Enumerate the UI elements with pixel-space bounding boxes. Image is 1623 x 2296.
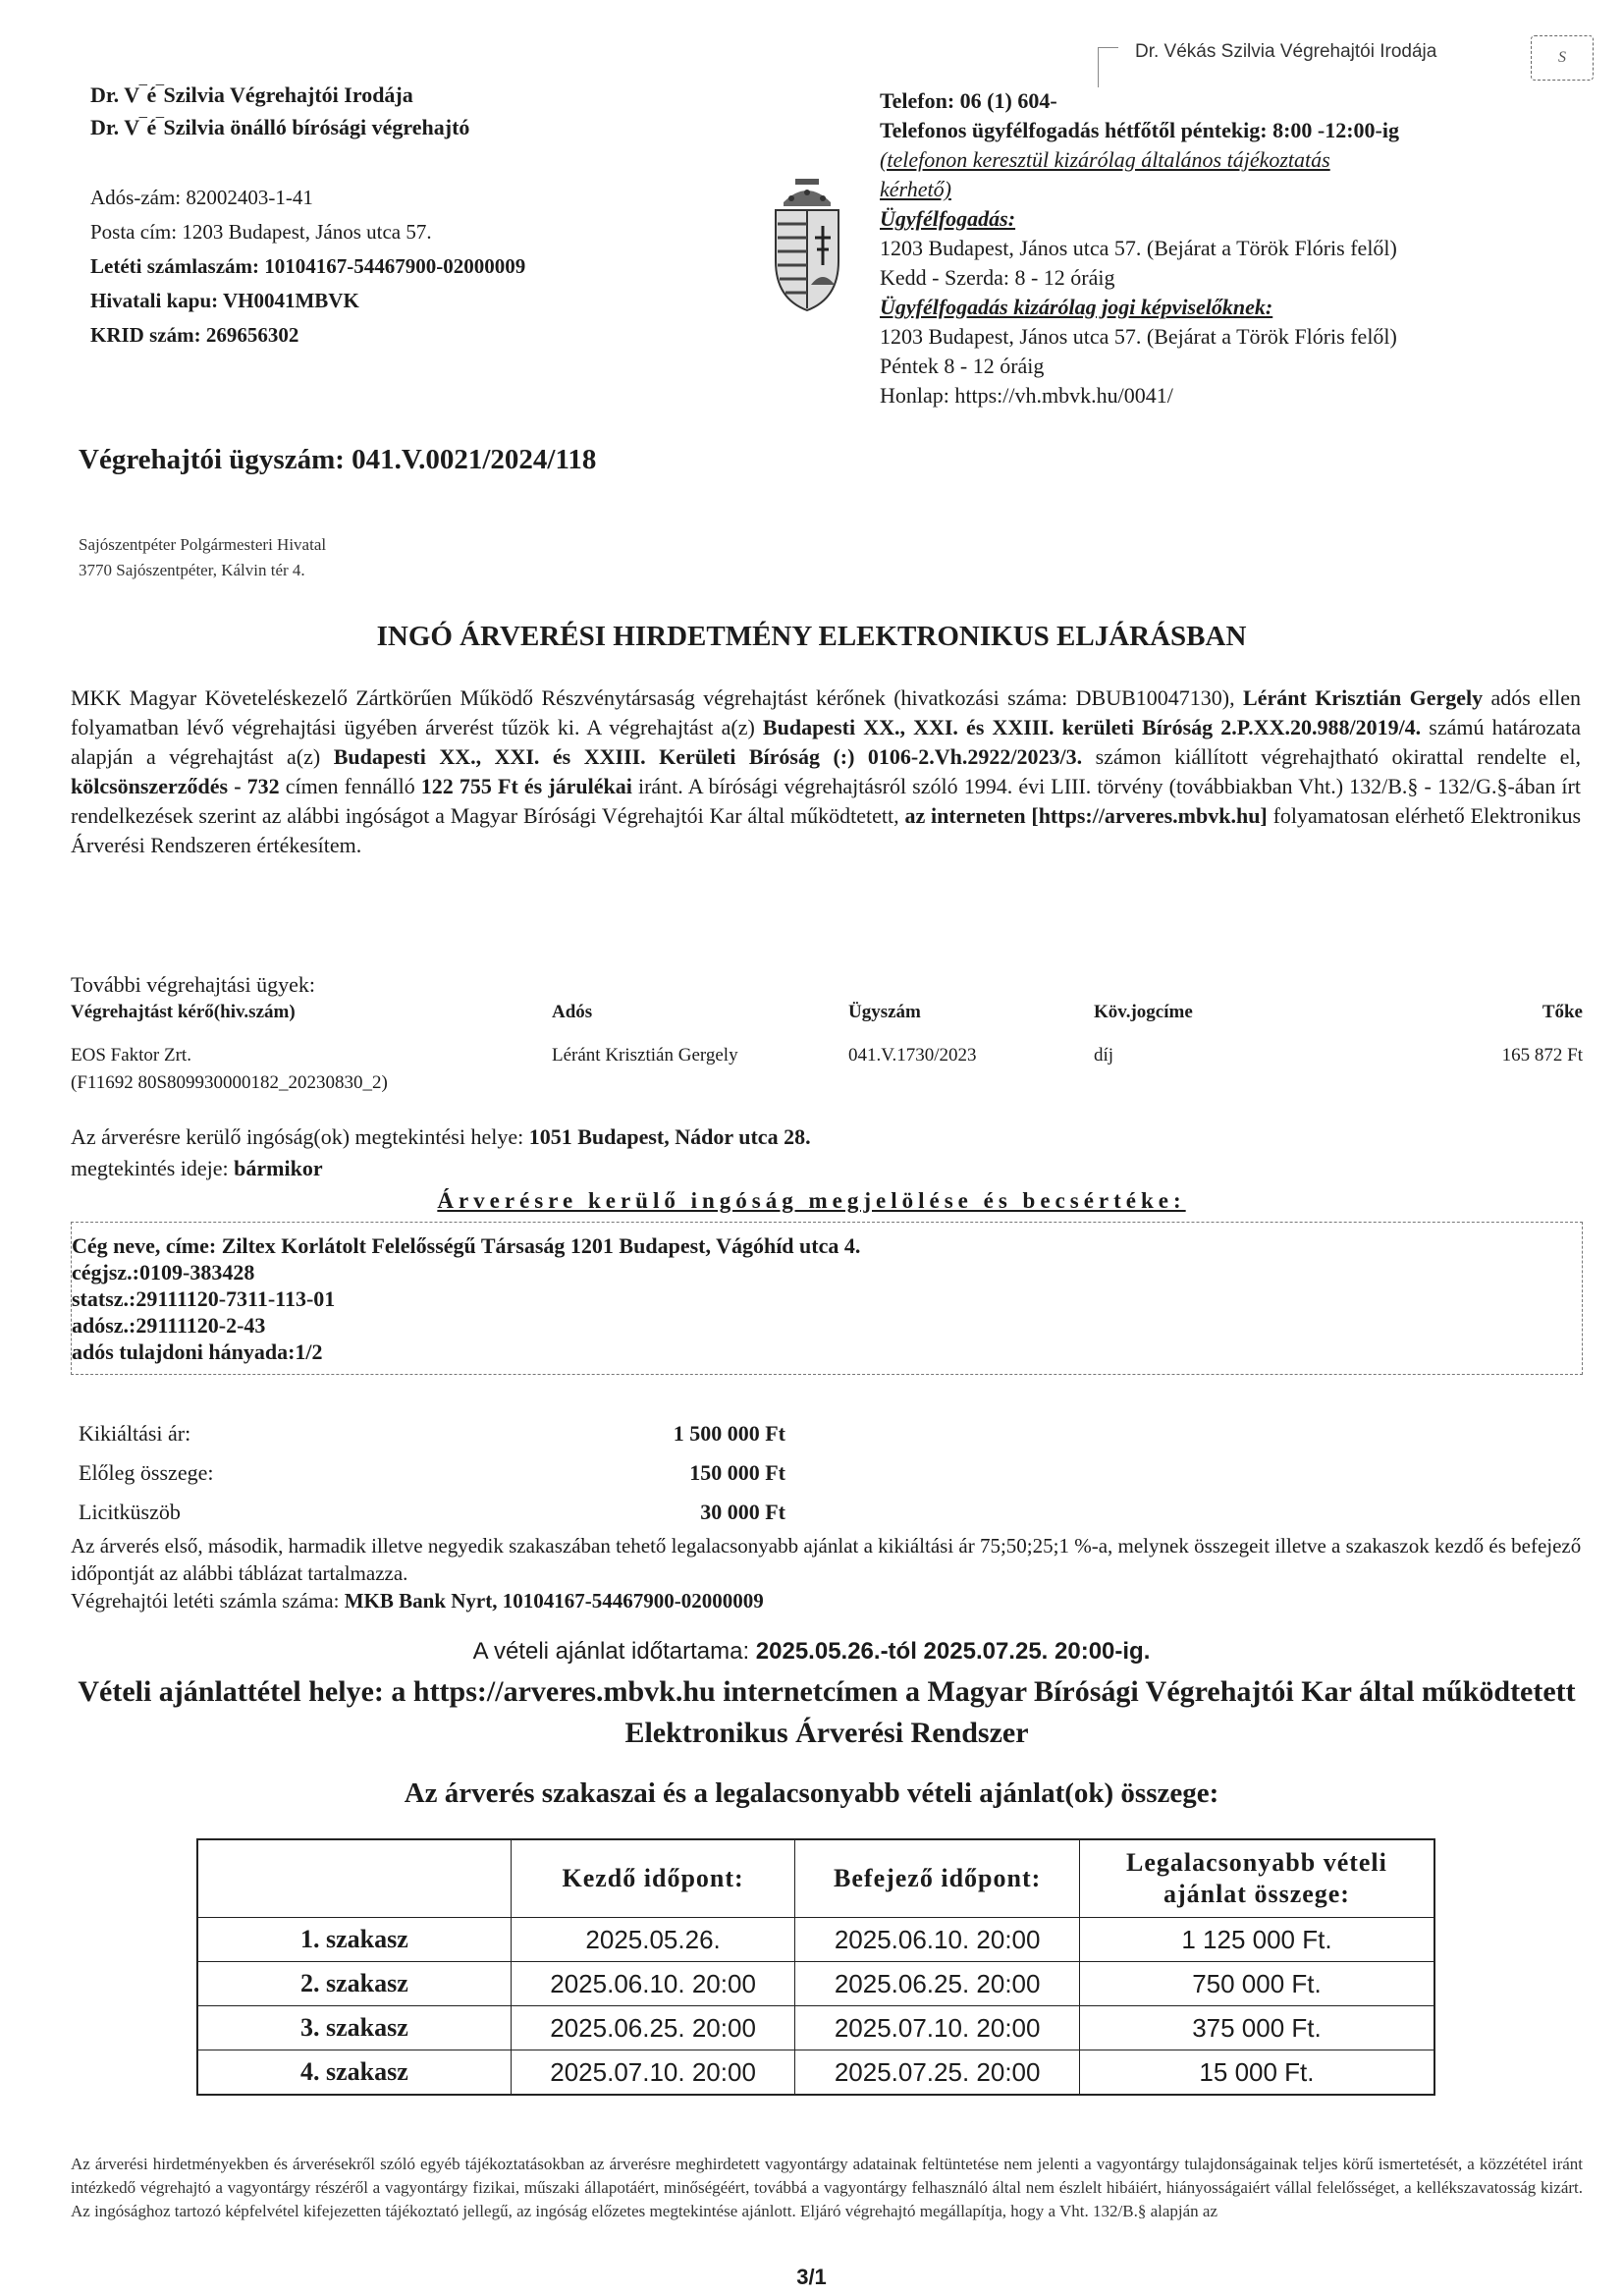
legal-reception-hours: Péntek 8 - 12 óráig (880, 354, 1045, 378)
item-stat-number: statsz.:29111120-7311-113-01 (72, 1286, 336, 1311)
intro-text-2: adós ellen folyamatban lévő végrehajtási ügyében árverést tűzök ki. A végrehajtást a(z) (71, 685, 1582, 739)
inspection-info (71, 1121, 811, 1184)
price-row (79, 1414, 785, 1453)
document-title: INGÓ ÁRVERÉSI HIRDETMÉNY ELEKTRONIKUS ELJÁRÁSBAN (376, 621, 1247, 652)
bid-increment: 30 000 Ft (700, 1500, 785, 1524)
price-row (79, 1453, 785, 1493)
other-cases-title: További végrehajtási ügyek: (71, 972, 315, 997)
addressee-address: 3770 Sajószentpéter, Kálvin tér 4. (79, 561, 305, 579)
footer-disclaimer: Az árverési hirdetményekben és árverésekről szóló egyéb tájékoztatásokban az árverésre meghirdetett vagyontárgy adatainak feltüntetése nem jelenti a vagyontárgy tulajdonságainak teljes körű ismertetését, a közzététel iránt intézkedő végrehajtó a vagyontárgy részéről a vagyontárgy fizikai, műszaki állapotáért, minőségéért, továbbá a vagyontárgy felhasználó által nem észlelt hibáiért, hiányosságaiért vállal felelősséget, a kellékszavatosság kizárt. Az ingósághoz tartozó képfelvétel kifejezetten tájékoztató jellegű, az ingóság előzetes megtekintése ajánlott. Eljáró végrehajtó megállapítja, hogy a Vht. 132/B.§ alapján az (71, 2155, 1583, 2220)
creditor-name: MKK Magyar Követeléskezelő Zártkörűen Működő Részvénytársaság (71, 685, 695, 710)
intro-text-4: számon kiállított végrehajtható okirattal rendelte el, (1082, 744, 1582, 769)
bid-increment-label: Licitküszöb (79, 1500, 181, 1524)
phases-header-row (197, 1839, 1434, 1918)
item-ownership-share: adós tulajdoni hányada:1/2 (72, 1339, 323, 1364)
inspection-time-label: megtekintés ideje: (71, 1156, 235, 1180)
reception-address: 1203 Budapest, János utca 57. (Bejárat a Török Flóris felől) (880, 236, 1397, 260)
phase-min-offer: 375 000 Ft. (1079, 2006, 1434, 2050)
reception-title: Ügyfélfogadás: (880, 206, 1016, 231)
item-registration: cégjsz.:0109-383428 (72, 1260, 255, 1285)
table-row (197, 2006, 1434, 2050)
office-bailiff: Dr. V‾é‾Szilvia önálló bírósági végrehajtó (90, 115, 470, 139)
contact-block (880, 86, 1567, 410)
phone-note-line-1: (telefonon keresztül kizárólag általános tájékoztatás (880, 147, 1330, 172)
intro-text-5: címen fennálló (279, 774, 421, 798)
debtor-name: Léránt Krisztián Gergely (1243, 685, 1484, 710)
office-info (90, 181, 719, 353)
item-lines (72, 1232, 860, 1365)
deposit-account-label: Végrehajtói letéti számla száma: (71, 1589, 345, 1613)
phase-label: 3. szakasz (197, 2006, 511, 2050)
intro-text-1: végrehajtást kérőnek (hivatkozási száma: DBUB10047130), (694, 685, 1235, 710)
other-cases-header (71, 1002, 1583, 1027)
phase-start: 2025.07.10. 20:00 (511, 2050, 795, 2096)
header-title: Köv.jogcíme (1094, 1002, 1193, 1022)
case-number: Végrehajtói ügyszám: 041.V.0021/2024/118 (79, 444, 597, 475)
received-stamp (1098, 27, 1594, 86)
website: Honlap: https://vh.mbvk.hu/0041/ (880, 383, 1173, 408)
header-case: Ügyszám (848, 1002, 921, 1022)
phases-header-min-offer: Legalacsonyabb vételi ajánlat összege: (1079, 1839, 1434, 1918)
office-tax-number: Adós‑zám: 82002403-1-41 (90, 186, 313, 209)
intro-text-6: iránt. A bírósági végrehajtásról szóló 1994. évi LIII. törvény (továbbiakban Vht.) 132/B.§ - 132/G.§-ában írt rendelkezések szerint az alábbi ingóságot a Magyar Bírósági Végrehajtói Kar által működtetett, (71, 774, 1581, 828)
phone-hours: Telefonos ügyfélfogadás hétfőtől péntekig: 8:00 -12:00-ig (880, 118, 1399, 142)
offer-place: Vételi ajánlattétel helye: a https://arveres.mbvk.hu internetcímen a Magyar Bírósági Végrehajtói Kar által működtetett Elektronikus Árverési Rendszer (78, 1675, 1576, 1749)
phases-header-empty (197, 1839, 511, 1918)
phase-start: 2025.06.25. 20:00 (511, 2006, 795, 2050)
offer-period-label: A vételi ajánlat időtartama: (472, 1638, 756, 1665)
phases-table (196, 1838, 1435, 2096)
phase-label: 1. szakasz (197, 1918, 511, 1962)
auction-notes (71, 1532, 1583, 1614)
office-deposit-account: Letéti számlaszám: 10104167-54467900-02000009 (90, 254, 526, 278)
hungarian-coat-of-arms-icon (762, 177, 852, 314)
phase-label: 4. szakasz (197, 2050, 511, 2096)
phases-header-end: Befejező időpont: (795, 1839, 1080, 1918)
header-debtor: Adós (552, 1002, 593, 1022)
addressee-name: Sajószentpéter Polgármesteri Hivatal (79, 535, 327, 554)
phone-number: Telefon: 06 (1) 604- (880, 88, 1057, 113)
row-debtor: Léránt Krisztián Gergely (552, 1045, 738, 1066)
deposit-account: MKB Bank Nyrt, 10104167-54467900-02000009 (344, 1589, 764, 1613)
price-row (79, 1493, 785, 1532)
office-post-address: Posta cím: 1203 Budapest, János utca 57. (90, 220, 432, 244)
deposit-label: Előleg összege: (79, 1460, 214, 1485)
phase-note: Az árverés első, második, harmadik illetve negyedik szakaszában tehető legalacsonyabb ajánlat a kikiáltási ár 75;50;25;1 %-a, melynek összegeit illetve a szakaszok kezdő és befejező időpontját az alábbi táblázat tartalmazza. (71, 1534, 1582, 1585)
stamp-bracket (1098, 47, 1118, 87)
row-amount: 165 872 Ft (1501, 1045, 1583, 1066)
phase-end: 2025.06.25. 20:00 (795, 1962, 1080, 2006)
phase-start: 2025.05.26. (511, 1918, 795, 1962)
table-row (71, 1045, 1583, 1104)
phase-end: 2025.06.10. 20:00 (795, 1918, 1080, 1962)
phase-min-offer: 1 125 000 Ft. (1079, 1918, 1434, 1962)
intro-paragraph (71, 683, 1581, 860)
court-decision: Budapesti XX., XXI. és XXIII. kerületi Bíróság 2.P.XX.20.988/2019/4. (762, 715, 1422, 739)
header-amount: Tőke (1542, 1002, 1583, 1022)
item-heading-text: Árverésre kerülő ingóság megjelölése és becsértéke: (437, 1188, 1186, 1213)
addressee (79, 532, 326, 583)
phase-end: 2025.07.10. 20:00 (795, 2006, 1080, 2050)
row-title: díj (1094, 1045, 1114, 1066)
row-creditor: EOS Faktor Zrt. (71, 1045, 191, 1066)
phase-start: 2025.06.10. 20:00 (511, 1962, 795, 2006)
auction-url: az interneten [https://arveres.mbvk.hu] (904, 803, 1268, 828)
phase-label: 2. szakasz (197, 1962, 511, 2006)
enforcement-document: Budapesti XX., XXI. és XXIII. Kerületi Bíróság (:) 0106-2.Vh.2922/2023/3. (333, 744, 1083, 769)
table-row (197, 1962, 1434, 2006)
offer-period-value: 2025.05.26.-tól 2025.07.25. 20:00-ig. (755, 1638, 1151, 1665)
table-row (197, 2050, 1434, 2096)
phases-title: Az árverés szakaszai és a legalacsonyabb vételi ajánlat(ok) összege: (404, 1777, 1219, 1809)
inspection-time: bármikor (234, 1156, 323, 1180)
claim-amount: 122 755 Ft és járulékai (420, 774, 632, 798)
table-row (197, 1918, 1434, 1962)
item-tax-number: adósz.:29111120-2-43 (72, 1313, 266, 1338)
row-creditor-ref: (F11692 80S809930000182_20230830_2) (71, 1072, 388, 1093)
starting-price-label: Kikiáltási ár: (79, 1421, 191, 1446)
office-krid: KRID szám: 269656302 (90, 323, 299, 347)
claim-title: kölcsönszerződés - 732 (71, 774, 280, 798)
legal-reception-title: Ügyfélfogadás kizárólag jogi képviselőknek: (880, 295, 1273, 319)
phase-min-offer: 750 000 Ft. (1079, 1962, 1434, 2006)
item-company: Cég neve, címe: Ziltex Korlátolt Felelősségű Társaság 1201 Budapest, Vágóhíd utca 4. (72, 1233, 861, 1258)
office-gate: Hivatali kapu: VH0041MBVK (90, 289, 359, 312)
deposit: 150 000 Ft (689, 1460, 785, 1485)
office-header (90, 79, 719, 143)
item-box (71, 1222, 1583, 1375)
starting-price: 1 500 000 Ft (673, 1421, 785, 1446)
office-name: Dr. V‾é‾Szilvia Végrehajtói Irodája (90, 82, 413, 107)
prices (79, 1414, 785, 1532)
inspection-place: 1051 Budapest, Nádor utca 28. (528, 1124, 811, 1149)
phase-end: 2025.07.25. 20:00 (795, 2050, 1080, 2096)
header-creditor: Végrehajtást kérő(hiv.szám) (71, 1002, 296, 1022)
reception-hours: Kedd - Szerda: 8 - 12 óráig (880, 265, 1115, 290)
page-number: 3/1 (796, 2265, 827, 2289)
stamp-signature: S (1531, 35, 1594, 81)
stamp-text: Dr. Vékás Szilvia Végrehajtói Irodája (1135, 41, 1437, 62)
phases-header-start: Kezdő időpont: (511, 1839, 795, 1918)
legal-reception-address: 1203 Budapest, János utca 57. (Bejárat a Török Flóris felől) (880, 324, 1397, 349)
phase-min-offer: 15 000 Ft. (1079, 2050, 1434, 2096)
intro-text-7: folyamatosan elérhető Elektronikus Árverési Rendszeren értékesítem. (71, 803, 1581, 857)
intro-text-3: számú határozata alapján a végrehajtást a(z) (71, 715, 1582, 769)
row-case: 041.V.1730/2023 (848, 1045, 977, 1066)
item-heading (0, 1188, 1623, 1214)
phone-note-line-2: kérhető) (880, 177, 951, 201)
inspection-place-label: Az árverésre kerülő ingóság(ok) megtekintési helye: (71, 1124, 529, 1149)
offer-period (0, 1638, 1623, 1666)
